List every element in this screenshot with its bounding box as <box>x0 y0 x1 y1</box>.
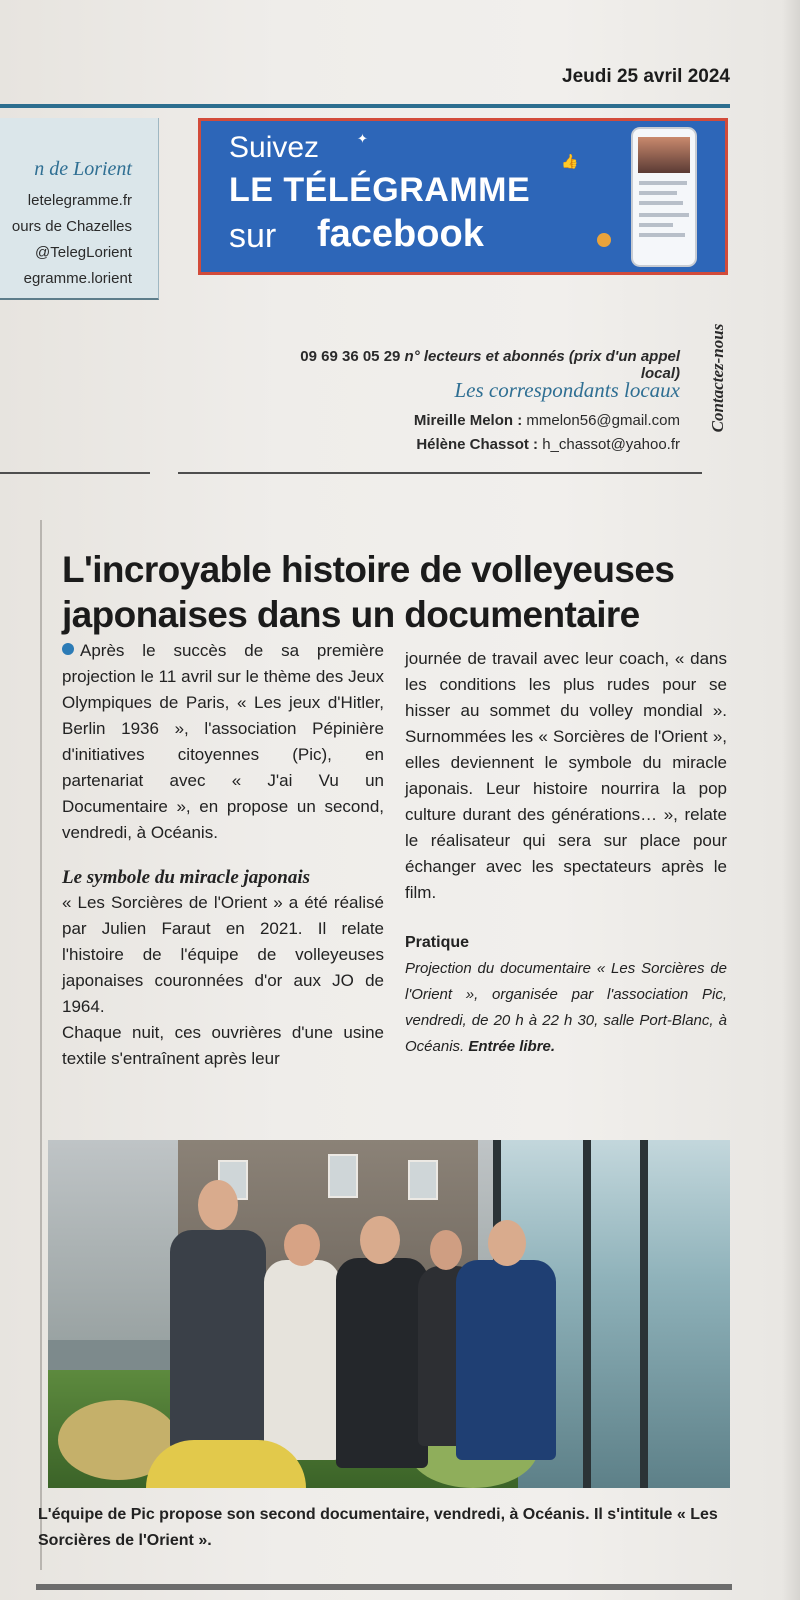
building-window <box>328 1154 358 1198</box>
newsroom-facebook: egramme.lorient <box>23 270 132 287</box>
pratique-heading: Pratique <box>405 934 470 951</box>
building-window <box>408 1160 438 1200</box>
article-subheading: Le symbole du miracle japonais <box>62 867 311 888</box>
section-divider <box>0 472 150 474</box>
bullet-dot-icon <box>62 643 74 655</box>
correspondent-name: Mireille Melon : <box>413 412 523 429</box>
person-figure <box>170 1230 266 1450</box>
like-icon: 👍 <box>561 153 579 169</box>
page-edge-shadow <box>782 0 800 1600</box>
article-photo <box>48 1140 730 1488</box>
article-margin-rule <box>40 520 42 1570</box>
phone-screen-image <box>638 137 690 173</box>
article-paragraph: « Les Sorcières de l'Orient » a été réalisé par Julien Faraut en 2021. Il relate l'histoire de l'équipe de volleyeuses japonaises couronnées d'or aux JO de 1964. <box>62 893 384 1016</box>
newsroom-website: letelegramme.fr <box>27 192 132 209</box>
pratique-details <box>405 956 727 1060</box>
banner-facebook-brand: facebook <box>317 213 484 255</box>
newsroom-contact-box <box>0 118 159 300</box>
person-head <box>284 1224 320 1266</box>
correspondent-name: Hélène Chassot : <box>416 436 539 453</box>
person-figure <box>336 1258 428 1468</box>
article-paragraph: Chaque nuit, ces ouvrières d'une usine textile s'entraînent après leur <box>62 1023 384 1068</box>
article-paragraph: journée de travail avec leur coach, « dans les conditions les plus rudes pour se hisser au sommet du volley mondial ». Surnommées les « Sorcières de l'Orient », elles deviennent le symbole du miracle japonais. Leur histoire nourrira la pop culture durant des générations… », relate le réalisateur qui sera sur place pour échanger avec les spectateurs après le film. <box>405 649 727 902</box>
pratique-text: Projection du documentaire « Les Sorcières de l'Orient », organisée par l'association Pic, vendredi, de 20 h à 22 h 30, salle Port-Blanc, à Océanis. <box>405 960 727 1055</box>
window-frame <box>583 1140 591 1488</box>
pratique-entry: Entrée libre. <box>468 1038 556 1055</box>
person-head <box>198 1180 238 1230</box>
banner-sur: sur <box>229 217 277 255</box>
person-head <box>360 1216 400 1264</box>
article-column-left <box>62 638 384 1072</box>
newsroom-twitter: @TelegLorient <box>35 244 132 261</box>
header-rule <box>0 104 730 108</box>
person-figure <box>456 1260 556 1460</box>
photo-caption: L'équipe de Pic propose son second documentaire, vendredi, à Océanis. Il s'intitule « Les Sorcières de l'Orient ». <box>38 1506 718 1549</box>
person-head <box>488 1220 526 1266</box>
page-bottom-rule <box>36 1584 732 1590</box>
correspondents-title: Les correspondants locaux <box>454 378 680 402</box>
facebook-promo-banner <box>198 118 728 275</box>
window-frame <box>640 1140 648 1488</box>
correspondent-email: h_chassot@yahoo.fr <box>542 436 680 453</box>
phone-screen-line <box>639 223 673 227</box>
phone-screen-line <box>639 201 683 205</box>
section-divider <box>178 472 702 474</box>
newsroom-city: n de Lorient <box>34 158 132 180</box>
banner-telegramme: LE TÉLÉGRAMME <box>229 171 531 209</box>
contactez-nous-text: Contactez-nous <box>708 323 727 433</box>
article-intro-paragraph <box>62 638 384 846</box>
article-headline: L'incroyable histoire de volleyeuses japonaises dans un documentaire <box>62 548 675 635</box>
issue-date: Jeudi 25 avril 2024 <box>562 66 730 87</box>
reader-phone-line <box>300 348 680 382</box>
person-figure <box>264 1260 340 1460</box>
newsroom-address: ours de Chazelles <box>11 218 132 235</box>
person-head <box>430 1230 462 1270</box>
reader-phone-number: 09 69 36 05 29 <box>300 348 401 365</box>
article-column-right <box>405 646 727 1060</box>
phone-mockup-icon <box>631 127 697 267</box>
photo-planter <box>146 1440 306 1488</box>
correspondent-row <box>300 436 680 453</box>
phone-screen-line <box>639 191 677 195</box>
emoji-reaction-icon <box>597 233 611 247</box>
correspondent-email: mmelon56@gmail.com <box>526 412 680 429</box>
correspondent-row <box>300 412 680 429</box>
contact-side-label <box>706 300 730 460</box>
phone-screen-line <box>639 233 685 237</box>
star-icon: ✦ <box>357 131 368 146</box>
article-intro: Après le succès de sa première projection le 11 avril sur le thème des Jeux Olympiques de Paris, « Les jeux d'Hitler, Berlin 1936 », l'association Pépinière d'initiatives citoyennes (Pic), en partenariat avec « J'ai Vu un Documentaire », en propose un second, vendredi, à Océanis. <box>62 641 384 842</box>
phone-screen-line <box>639 213 689 217</box>
banner-suivez: Suivez <box>229 131 320 164</box>
phone-screen-line <box>639 181 687 185</box>
reader-phone-description: n° lecteurs et abonnés (prix d'un appel local) <box>404 348 680 382</box>
